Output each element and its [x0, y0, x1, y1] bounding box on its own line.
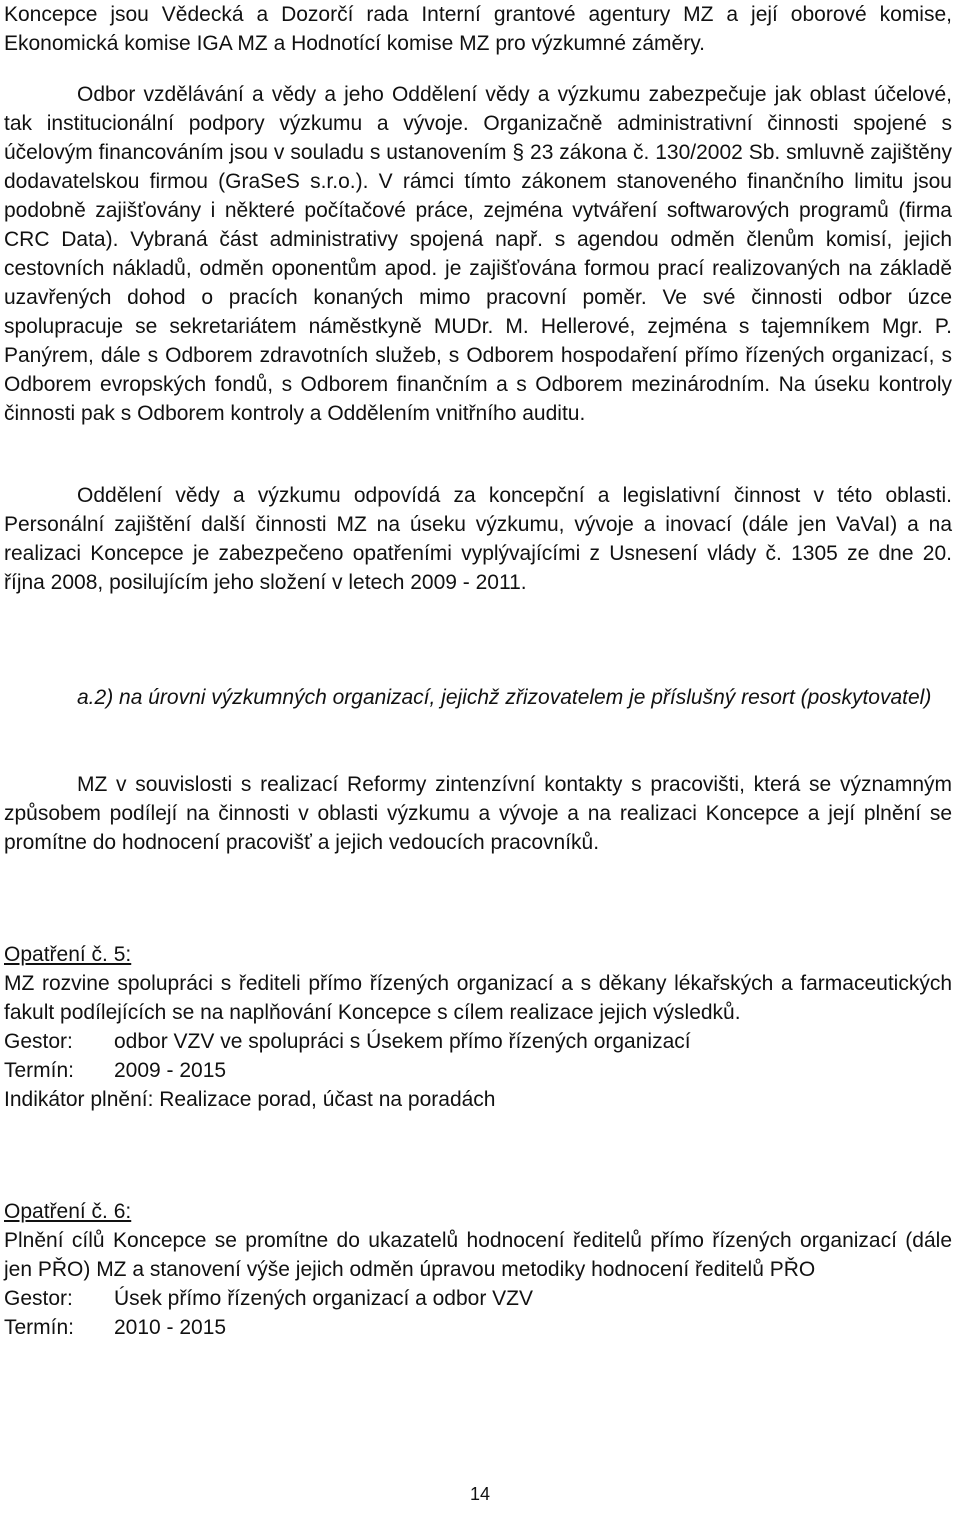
- measure-6-text: Plnění cílů Koncepce se promítne do ukazatelů hodnocení ředitelů přímo řízených organizací (dále jen PŘO) MZ a stanovení výše jejich odměn úpravou metodiky hodnocení ředitelů PŘO: [4, 1229, 952, 1281]
- section-heading-a2: a.2) na úrovni výzkumných organizací, jejichž zřizovatelem je příslušný resort (poskytovatel): [77, 686, 932, 709]
- term-label: Termín:: [4, 1059, 75, 1082]
- gestor-value: Úsek přímo řízených organizací a odbor VZV: [114, 1287, 534, 1310]
- measure-5-block: [4, 940, 952, 1114]
- paragraph-odbor-vzdelavani: Odbor vzdělávání a vědy a jeho Oddělení vědy a výzkumu zabezpečuje jak oblast účelové, tak institucionální podpory výzkumu a vývoje. Organizačně administrativní činnosti spojené s účelovým financováním jsou v souladu s ustanovením § 23 zákona č. 130/2002 Sb. smluvně zajištěny dodavatelskou firmou (GraSeS s.r.o.). V rámci tímto zákonem stanoveného finančního limitu jsou podobně zajišťovány i některé počítačové práce, zejména vytváření softwarových programů (firma CRC Data). Vybraná část administrativy spojená např. s agendou odměn členům komisí, jejich cestovních nákladů, odměn oponentům apod. je zajišťována formou prací realizovaných na základě uzavřených dohod o pracích konaných mimo pracovní poměr. Ve své činnosti odbor úzce spolupracuje se sekretariátem náměstkyně MUDr. M. Hellerové, zejména s tajemníkem Mgr. P. Panýrem, dále s Odborem zdravotních služeb, s Odborem hospodaření přímo řízených organizací, s Odborem evropských fondů, s Odborem finančním a s Odborem mezinárodním. Na úseku kontroly činnosti pak s Odborem kontroly a Oddělením vnitřního auditu.: [4, 83, 952, 425]
- page-number: 14: [469, 1484, 491, 1504]
- measure-6-term: [4, 1313, 952, 1342]
- term-value: 2009 - 2015: [114, 1059, 227, 1082]
- gestor-label: Gestor:: [4, 1287, 73, 1310]
- paragraph-mz-reforma: MZ v souvislosti s realizací Reformy zintenzívní kontakty s pracovišti, která se významným způsobem podílejí na činnosti v oblasti výzkumu a vývoje a na realizaci Koncepce a její plnění se promítne do hodnocení pracovišť a jejich vedoucích pracovníků.: [4, 773, 952, 854]
- measure-5-text: MZ rozvine spolupráci s řediteli přímo řízených organizací a s děkany lékařských a farmaceutických fakult podílejících se na naplňování Koncepce s cílem realizace jejich výsledků.: [4, 972, 952, 1024]
- gestor-value: odbor VZV ve spolupráci s Úsekem přímo řízených organizací: [114, 1030, 691, 1053]
- measure-5-term: [4, 1056, 952, 1085]
- measure-6-gestor: [4, 1284, 952, 1313]
- measure-6-title: Opatření č. 6:: [4, 1200, 132, 1223]
- measure-6-block: [4, 1197, 952, 1342]
- term-label: Termín:: [4, 1316, 75, 1339]
- measure-5-gestor: [4, 1027, 952, 1056]
- paragraph-oddeleni-vedy: Oddělení vědy a výzkumu odpovídá za koncepční a legislativní činnost v této oblasti. Personální zajištění další činnosti MZ na úseku výzkumu, vývoje a inovací (dále jen VaVaI) a na realizaci Koncepce je zabezpečeno opatřeními vyplývajícími z Usnesení vlády č. 1305 ze dne 20. října 2008, posilujícím jeho složení v letech 2009 - 2011.: [4, 484, 952, 594]
- paragraph-koncepce-bodies: Koncepce jsou Vědecká a Dozorčí rada Interní grantové agentury MZ a její oborové komise, Ekonomická komise IGA MZ a Hodnotící komise MZ pro výzkumné záměry.: [4, 3, 952, 55]
- measure-5-title: Opatření č. 5:: [4, 943, 132, 966]
- measure-5-indicator: Indikátor plnění: Realizace porad, účast na poradách: [4, 1088, 496, 1111]
- gestor-label: Gestor:: [4, 1030, 73, 1053]
- term-value: 2010 - 2015: [114, 1316, 227, 1339]
